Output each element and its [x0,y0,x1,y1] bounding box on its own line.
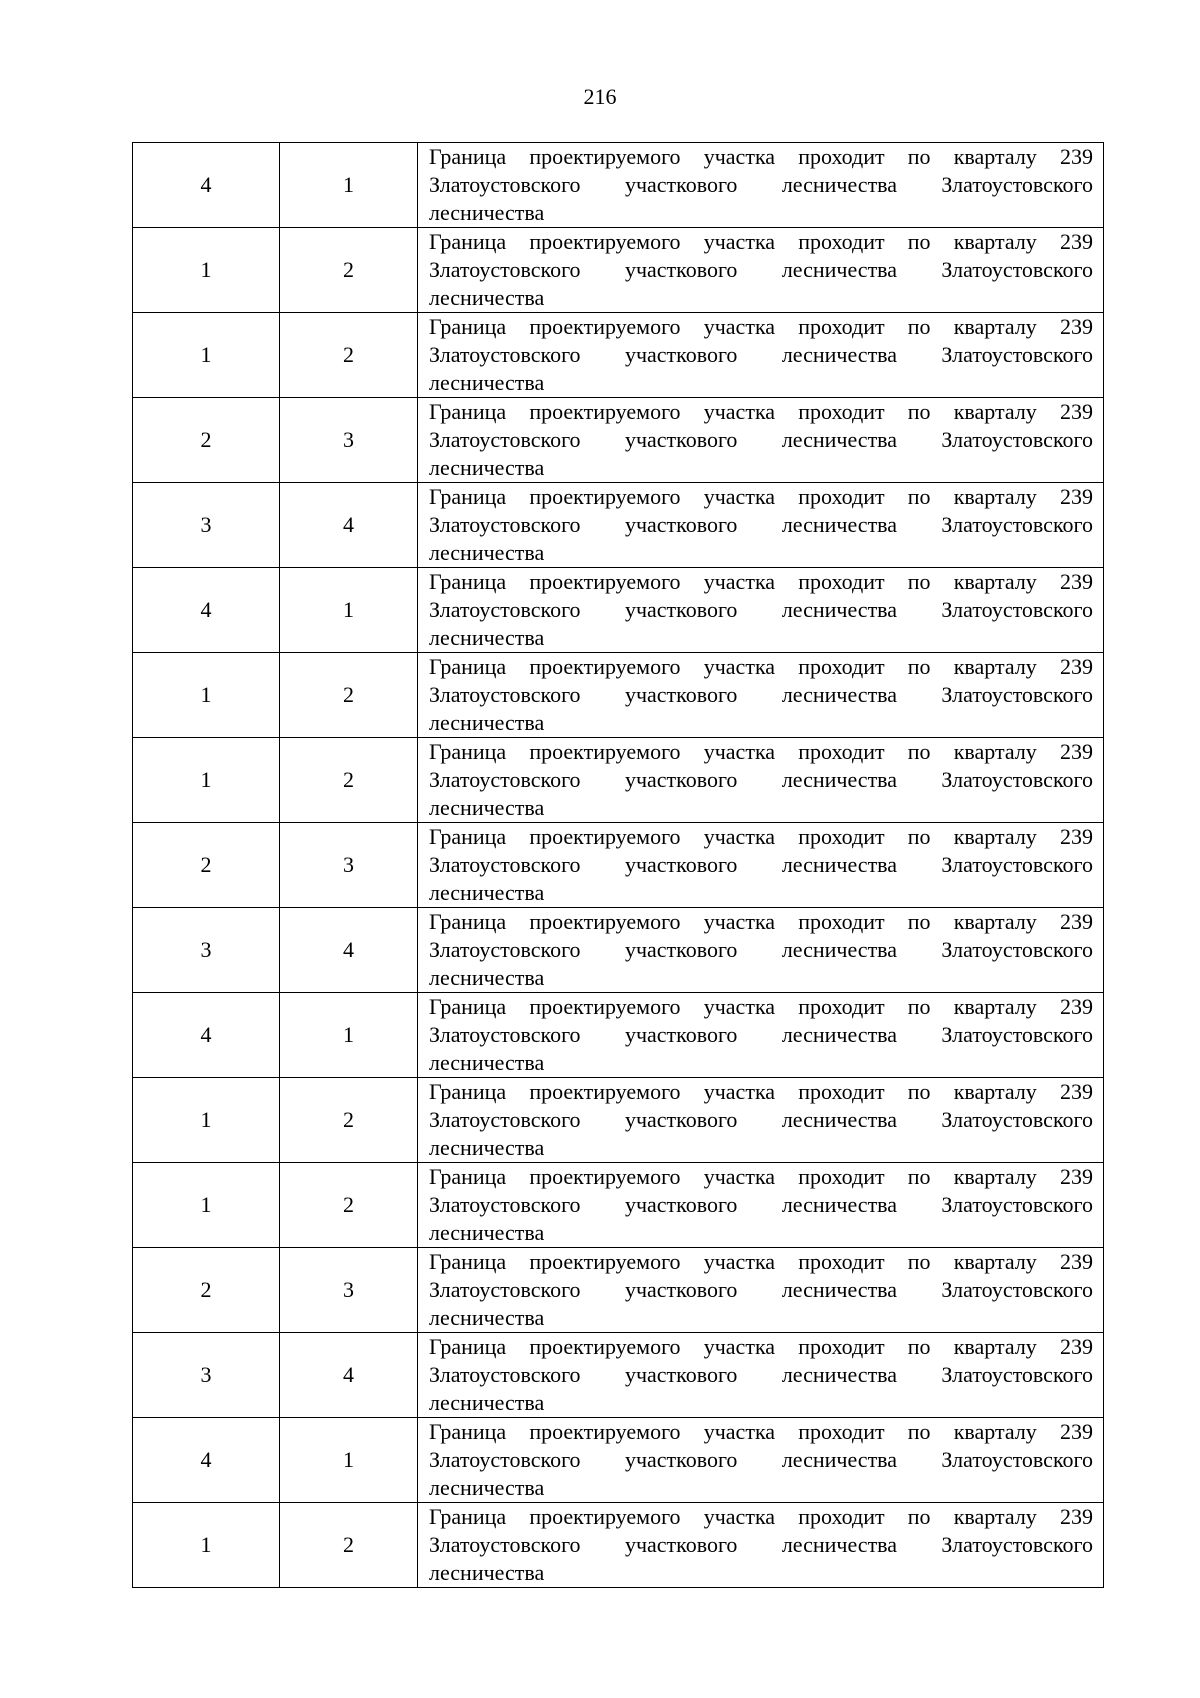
boundary-description-text: Граница проектируемого участка проходит по кварталу 239 Златоустовского участкового лесничества Златоустовского лесничества [429,569,1093,650]
point-from-cell: 4 [133,993,280,1078]
boundary-description-cell [418,653,1104,738]
table-row [133,908,1104,993]
boundary-description-cell [418,228,1104,313]
boundary-description-text: Граница проектируемого участка проходит по кварталу 239 Златоустовского участкового лесничества Златоустовского лесничества [429,654,1093,735]
point-from-cell: 3 [133,1333,280,1418]
boundary-description-cell [418,568,1104,653]
boundary-description-cell [418,398,1104,483]
table-row [133,1163,1104,1248]
point-to-cell: 4 [280,1333,418,1418]
point-from-cell: 3 [133,483,280,568]
boundary-description-text: Граница проектируемого участка проходит по кварталу 239 Златоустовского участкового лесничества Златоустовского лесничества [429,1504,1093,1585]
table-row [133,1503,1104,1588]
table-row [133,653,1104,738]
boundary-description-cell [418,483,1104,568]
boundary-description-cell [418,993,1104,1078]
boundary-description-text: Граница проектируемого участка проходит по кварталу 239 Златоустовского участкового лесничества Златоустовского лесничества [429,484,1093,565]
boundary-description-text: Граница проектируемого участка проходит по кварталу 239 Златоустовского участкового лесничества Златоустовского лесничества [429,1079,1093,1160]
point-to-cell: 2 [280,738,418,823]
point-to-cell: 1 [280,568,418,653]
point-to-cell: 1 [280,993,418,1078]
boundary-description-cell [418,313,1104,398]
boundary-description-text: Граница проектируемого участка проходит по кварталу 239 Златоустовского участкового лесничества Златоустовского лесничества [429,1334,1093,1415]
point-from-cell: 1 [133,653,280,738]
table-row [133,823,1104,908]
boundary-description-cell [418,1078,1104,1163]
table-row [133,483,1104,568]
point-to-cell: 2 [280,1503,418,1588]
point-from-cell: 3 [133,908,280,993]
point-to-cell: 4 [280,908,418,993]
boundary-description-text: Граница проектируемого участка проходит по кварталу 239 Златоустовского участкового лесничества Златоустовского лесничества [429,994,1093,1075]
point-from-cell: 1 [133,1078,280,1163]
boundary-description-text: Граница проектируемого участка проходит по кварталу 239 Златоустовского участкового лесничества Златоустовского лесничества [429,1419,1093,1500]
point-from-cell: 4 [133,568,280,653]
point-to-cell: 3 [280,398,418,483]
point-from-cell: 1 [133,228,280,313]
point-to-cell: 2 [280,228,418,313]
table-row [133,398,1104,483]
table-row [133,228,1104,313]
point-to-cell: 4 [280,483,418,568]
point-to-cell: 3 [280,823,418,908]
point-from-cell: 4 [133,1418,280,1503]
point-from-cell: 1 [133,1163,280,1248]
boundary-table [132,142,1104,1588]
point-from-cell: 1 [133,1503,280,1588]
table-row [133,1333,1104,1418]
point-to-cell: 1 [280,1418,418,1503]
boundary-description-cell [418,738,1104,823]
table-row [133,1078,1104,1163]
table-row [133,993,1104,1078]
point-from-cell: 2 [133,1248,280,1333]
boundary-description-text: Граница проектируемого участка проходит по кварталу 239 Златоустовского участкового лесничества Златоустовского лесничества [429,144,1093,225]
boundary-description-text: Граница проектируемого участка проходит по кварталу 239 Златоустовского участкового лесничества Златоустовского лесничества [429,229,1093,310]
table-row [133,313,1104,398]
boundary-description-cell [418,823,1104,908]
point-from-cell: 1 [133,313,280,398]
point-from-cell: 2 [133,823,280,908]
table-body [133,143,1104,1588]
table-row [133,568,1104,653]
point-to-cell: 2 [280,1163,418,1248]
table-row [133,1418,1104,1503]
point-to-cell: 2 [280,1078,418,1163]
boundary-description-cell [418,1333,1104,1418]
boundary-description-text: Граница проектируемого участка проходит по кварталу 239 Златоустовского участкового лесничества Златоустовского лесничества [429,1164,1093,1245]
point-to-cell: 2 [280,313,418,398]
boundary-description-cell [418,143,1104,228]
boundary-description-text: Граница проектируемого участка проходит по кварталу 239 Златоустовского участкового лесничества Златоустовского лесничества [429,824,1093,905]
boundary-description-text: Граница проектируемого участка проходит по кварталу 239 Златоустовского участкового лесничества Златоустовского лесничества [429,1249,1093,1330]
point-to-cell: 3 [280,1248,418,1333]
boundary-description-cell [418,1248,1104,1333]
page-number: 216 [583,84,617,109]
table-row [133,738,1104,823]
boundary-description-text: Граница проектируемого участка проходит по кварталу 239 Златоустовского участкового лесничества Златоустовского лесничества [429,314,1093,395]
boundary-description-text: Граница проектируемого участка проходит по кварталу 239 Златоустовского участкового лесничества Златоустовского лесничества [429,909,1093,990]
boundary-description-text: Граница проектируемого участка проходит по кварталу 239 Златоустовского участкового лесничества Златоустовского лесничества [429,739,1093,820]
point-to-cell: 1 [280,143,418,228]
point-from-cell: 2 [133,398,280,483]
boundary-description-text: Граница проектируемого участка проходит по кварталу 239 Златоустовского участкового лесничества Златоустовского лесничества [429,399,1093,480]
point-from-cell: 1 [133,738,280,823]
table-row [133,1248,1104,1333]
point-from-cell: 4 [133,143,280,228]
boundary-description-cell [418,1418,1104,1503]
boundary-description-cell [418,908,1104,993]
boundary-description-cell [418,1503,1104,1588]
boundary-description-cell [418,1163,1104,1248]
table-row [133,143,1104,228]
point-to-cell: 2 [280,653,418,738]
